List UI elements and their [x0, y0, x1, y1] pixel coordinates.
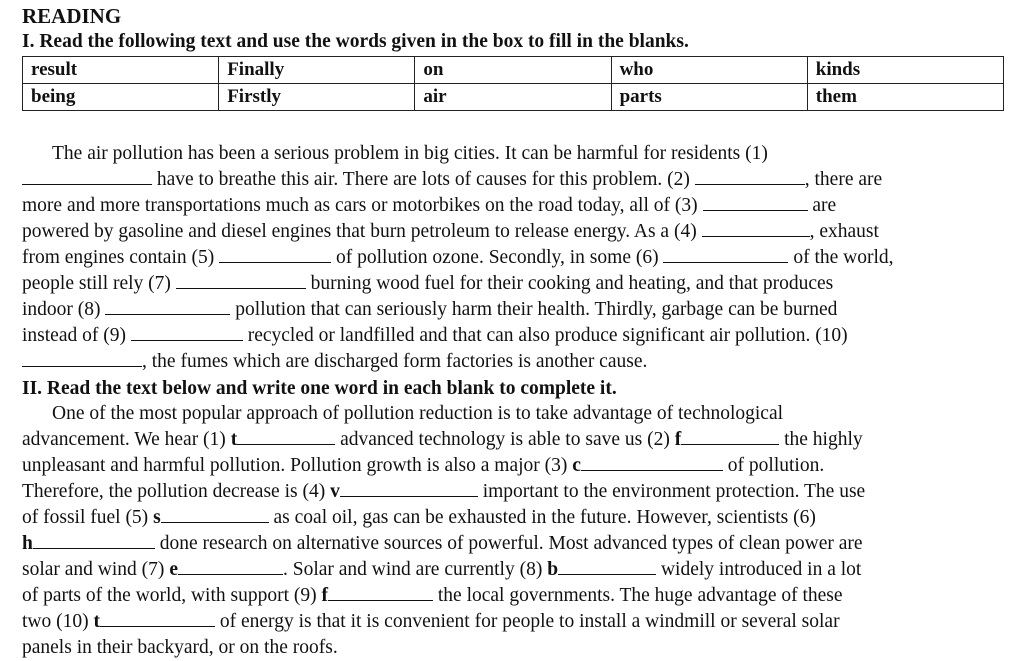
blank-5[interactable]	[161, 506, 269, 523]
section-1-instruction: I. Read the following text and use the words given in the box to fill in the blanks.	[22, 31, 689, 52]
blank-2[interactable]	[681, 428, 779, 445]
passage-line: unpleasant and harmful pollution. Pollution growth is also a major (3) c of pollution.	[22, 455, 825, 476]
blank-4[interactable]	[340, 480, 478, 497]
section-1-passage	[22, 141, 1002, 375]
passage-line: h done research on alternative sources of powerful. Most advanced types of clean power are	[22, 533, 863, 554]
word-cell: Firstly	[219, 84, 415, 111]
worksheet	[22, 0, 1002, 661]
passage-line: panels in their backyard, or on the roofs.	[22, 637, 338, 658]
word-cell: them	[807, 84, 1003, 111]
word-cell: who	[611, 57, 807, 84]
passage-line: people still rely (7) burning wood fuel for their cooking and heating, and that produces	[22, 273, 834, 294]
passage-line: from engines contain (5) of pollution ozone. Secondly, in some (6) of the world,	[22, 247, 894, 268]
word-cell: Finally	[219, 57, 415, 84]
passage-line: have to breathe this air. There are lots of causes for this problem. (2) , there are	[22, 167, 1002, 193]
blank-7[interactable]	[176, 272, 306, 289]
blank-6[interactable]	[663, 246, 788, 263]
blank-3[interactable]	[703, 194, 808, 211]
blank-3[interactable]	[581, 454, 723, 471]
passage-line: two (10) t of energy is that it is convenient for people to install a windmill or several solar	[22, 611, 840, 632]
passage-line: of parts of the world, with support (9) f the local governments. The huge advantage of these	[22, 585, 843, 606]
word-cell: kinds	[807, 57, 1003, 84]
word-cell: air	[415, 84, 611, 111]
passage-line: advancement. We hear (1) t advanced technology is able to save us (2) f the highly	[22, 429, 863, 450]
blank-2[interactable]	[695, 168, 805, 185]
blank-8[interactable]	[558, 558, 656, 575]
section-2-instruction: II. Read the text below and write one word in each blank to complete it.	[22, 378, 617, 399]
word-cell: on	[415, 57, 611, 84]
passage-line: indoor (8) pollution that can seriously harm their health. Thirdly, garbage can be burned	[22, 299, 838, 320]
blank-7[interactable]	[178, 558, 283, 575]
blank-9[interactable]	[328, 584, 433, 601]
blank-5[interactable]	[219, 246, 331, 263]
word-box	[22, 56, 1004, 111]
word-cell: result	[23, 57, 219, 84]
passage-line: of fossil fuel (5) s as coal oil, gas can be exhausted in the future. However, scientists (6)	[22, 507, 816, 528]
page-title: READING	[22, 4, 122, 28]
passage-line: instead of (9) recycled or landfilled and that can also produce significant air pollution. (10)	[22, 325, 848, 346]
blank-8[interactable]	[105, 298, 230, 315]
passage-line: Therefore, the pollution decrease is (4) v important to the environment protection. The use	[22, 481, 866, 502]
word-box-row	[23, 57, 1004, 84]
word-cell: being	[23, 84, 219, 111]
section-2-passage	[22, 401, 1002, 661]
word-box-row	[23, 84, 1004, 111]
passage-line: more and more transportations much as cars or motorbikes on the road today, all of (3) are	[22, 195, 837, 216]
blank-1[interactable]	[237, 428, 335, 445]
passage-line: One of the most popular approach of pollution reduction is to take advantage of technological	[52, 403, 784, 424]
blank-1[interactable]	[22, 168, 152, 185]
passage-line: powered by gasoline and diesel engines that burn petroleum to release energy. As a (4) , exhaust	[22, 221, 879, 242]
blank-9[interactable]	[131, 324, 243, 341]
passage-line: , the fumes which are discharged form factories is another cause.	[22, 349, 1002, 375]
blank-10[interactable]	[22, 350, 142, 367]
blank-6[interactable]	[33, 532, 155, 549]
blank-10[interactable]	[100, 610, 215, 627]
word-cell: parts	[611, 84, 807, 111]
passage-line: solar and wind (7) e . Solar and wind are currently (8) b widely introduced in a lot	[22, 559, 862, 580]
blank-4[interactable]	[702, 220, 810, 237]
passage-line: The air pollution has been a serious problem in big cities. It can be harmful for residents (1)	[52, 143, 768, 164]
